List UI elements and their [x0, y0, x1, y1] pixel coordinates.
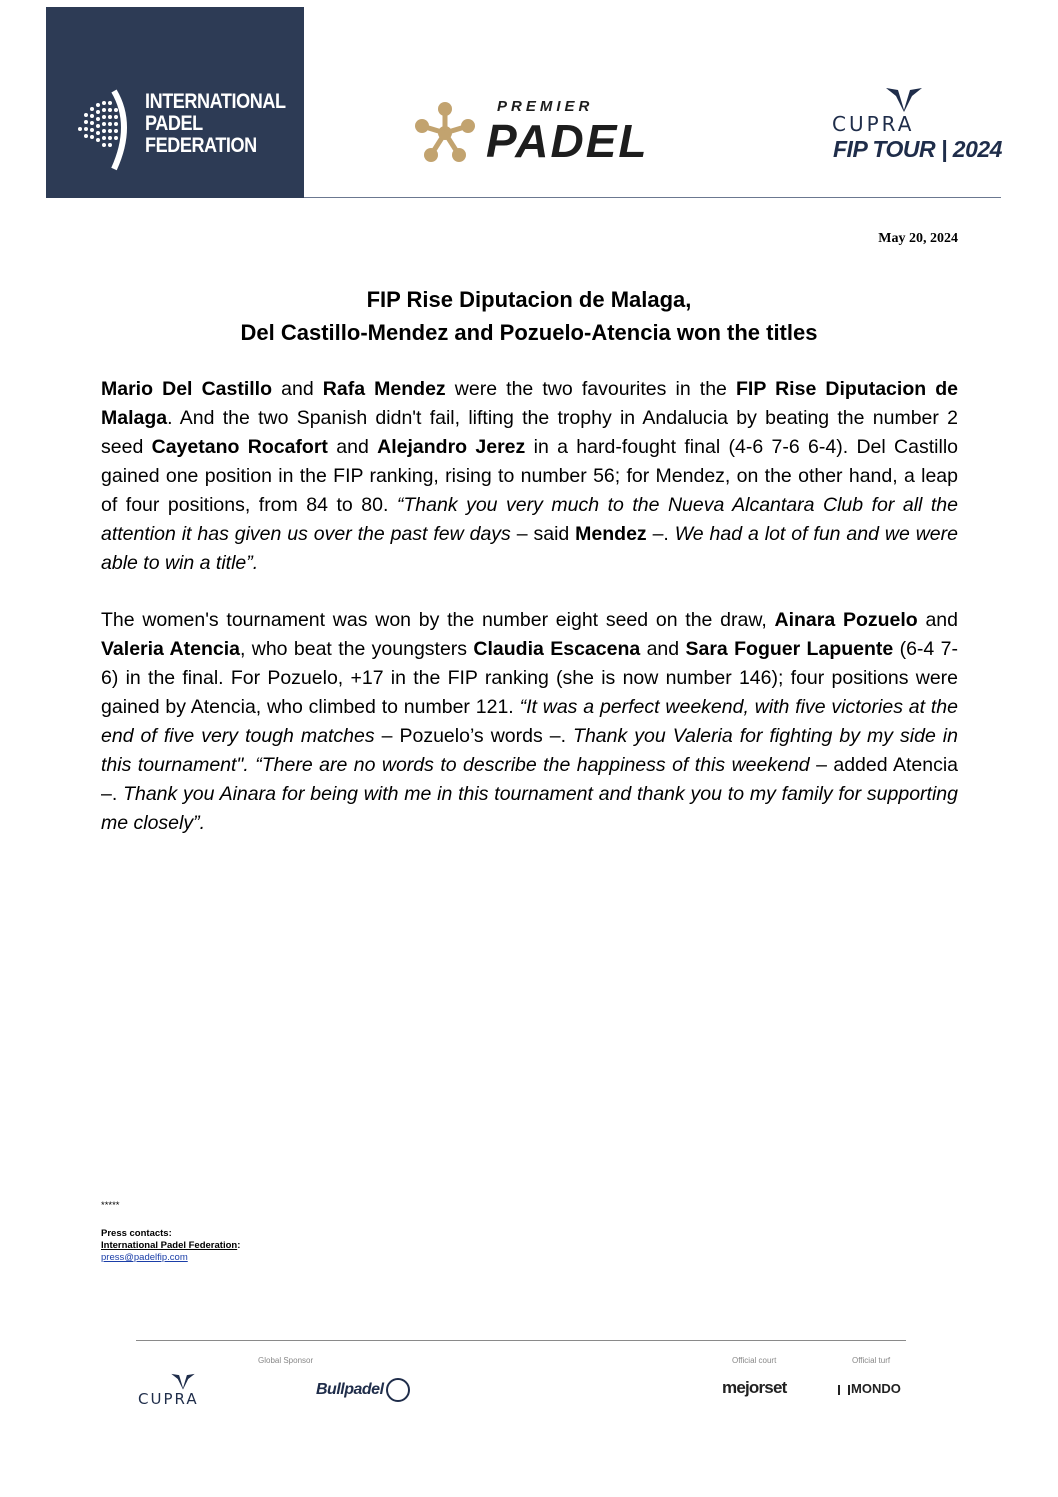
bold-run: Mario Del Castillo	[101, 378, 273, 400]
bold-run: FIP Rise Diputacion de Malaga	[101, 378, 959, 429]
footer-divider	[136, 1340, 906, 1341]
premier-padel-star-icon	[412, 100, 478, 166]
cupra-emblem-icon	[884, 86, 924, 112]
text-run: , who beat the youngsters	[239, 638, 474, 660]
padel-label: PADEL	[486, 115, 649, 167]
header-divider	[304, 197, 1001, 198]
cupra-fip-tour-logo	[830, 86, 1002, 166]
footer-cupra-emblem-icon	[170, 1372, 196, 1390]
text-run: were the two favourites in the	[445, 378, 736, 400]
ipf-line-3: FEDERATION	[145, 134, 257, 157]
mondo-stripes-icon	[838, 1385, 850, 1395]
press-contacts-label: Press contacts:	[101, 1228, 172, 1239]
bold-run: Valeria Atencia	[101, 638, 240, 660]
header-band	[46, 7, 304, 198]
official-court-label: Official court	[732, 1356, 777, 1365]
article-body	[101, 375, 958, 838]
text-run: . And the two Spanish didn't fail, lifting the trophy in Andalucia by beating the number 2 seed	[101, 407, 958, 458]
bold-run: Rafa Mendez	[322, 378, 446, 400]
title-line-2: Del Castillo-Mendez and Pozuelo-Atencia won the titles	[240, 320, 818, 345]
bullpadel-circle-icon	[386, 1378, 410, 1402]
text-run: and	[327, 436, 378, 458]
text-run: The women's tournament was won by the number eight seed on the draw,	[101, 609, 775, 631]
text-run: – Pozuelo’s words –.	[374, 725, 574, 747]
footer-mondo-logo	[838, 1381, 901, 1396]
text-run: in a hard-fought final (4-6 7-6 6-4). Del Castillo gained one position in the FIP ranking, rising to number 56; for Mendez, on the other hand, a leap of four positions, from 84 to 80.	[101, 436, 958, 516]
quote-run: We had a lot of fun and we were able to win a title”.	[101, 523, 958, 574]
premier-label: PREMIER	[497, 98, 594, 115]
press-release-date: May 20, 2024	[878, 231, 958, 246]
quote-run: Thank you Valeria for fighting by my side in this tournament".	[101, 725, 958, 776]
text-run: –.	[646, 523, 675, 545]
text-run: and	[640, 638, 686, 660]
separator-stars: *****	[101, 1200, 120, 1211]
paragraph-2	[101, 606, 958, 838]
press-email-link[interactable]: press@padelfip.com	[101, 1252, 188, 1263]
mondo-wordmark: MONDO	[851, 1381, 901, 1396]
quote-run: “It was a perfect weekend, with five victories at the end of five very tough matches	[101, 696, 958, 747]
article-title	[0, 283, 1058, 349]
quote-run: “Thank you very much to the Nueva Alcantara Club for all the attention it has given us over the past few days	[101, 494, 958, 545]
sponsor-footer	[136, 1340, 906, 1420]
ipf-ball-logo-icon	[76, 85, 132, 175]
premier-padel-logo	[412, 98, 702, 168]
ipf-line-1: INTERNATIONAL	[145, 90, 286, 113]
bold-run: Claudia Escacena	[473, 638, 641, 660]
official-turf-label: Official turf	[852, 1356, 891, 1365]
paragraph-1	[101, 375, 958, 578]
cupra-wordmark: CUPRA	[832, 112, 915, 136]
text-run: (6-4 7-6) in the final. For Pozuelo, +17 in the FIP ranking (she is now number 146); four positions were gained by Atencia, who climbed to number 121.	[101, 638, 958, 718]
ipf-wordmark	[145, 91, 286, 157]
bold-run: Mendez	[575, 523, 647, 545]
footer-mejorset-logo: mejorset	[722, 1378, 787, 1397]
global-sponsor-label: Global Sponsor	[258, 1356, 314, 1365]
text-run: – added Atencia –.	[101, 754, 959, 805]
footer-bullpadel-logo	[316, 1378, 410, 1402]
fip-tour-2024: FIP TOUR | 2024	[833, 136, 1002, 162]
text-run: – said	[510, 523, 576, 545]
press-contacts-org: International Padel Federation	[101, 1240, 238, 1251]
bold-run: Cayetano Rocafort	[151, 436, 328, 458]
text-run: and	[917, 609, 958, 631]
text-run: and	[272, 378, 323, 400]
bold-run: Alejandro Jerez	[377, 436, 526, 458]
footer-cupra-logo: CUPRA	[138, 1390, 199, 1408]
bold-run: Ainara Pozuelo	[774, 609, 918, 631]
title-line-1: FIP Rise Diputacion de Malaga,	[366, 287, 692, 312]
press-contacts-org-colon: :	[237, 1240, 241, 1251]
bold-run: Sara Foguer Lapuente	[685, 638, 894, 660]
quote-run: Thank you Ainara for being with me in this tournament and thank you to my family for supporting me closely”.	[101, 783, 958, 834]
ipf-line-2: PADEL	[145, 112, 203, 135]
bullpadel-wordmark: Bullpadel	[316, 1381, 384, 1399]
quote-run: “There are no words to describe the happiness of this weekend	[255, 754, 810, 776]
press-contacts	[101, 1200, 240, 1264]
